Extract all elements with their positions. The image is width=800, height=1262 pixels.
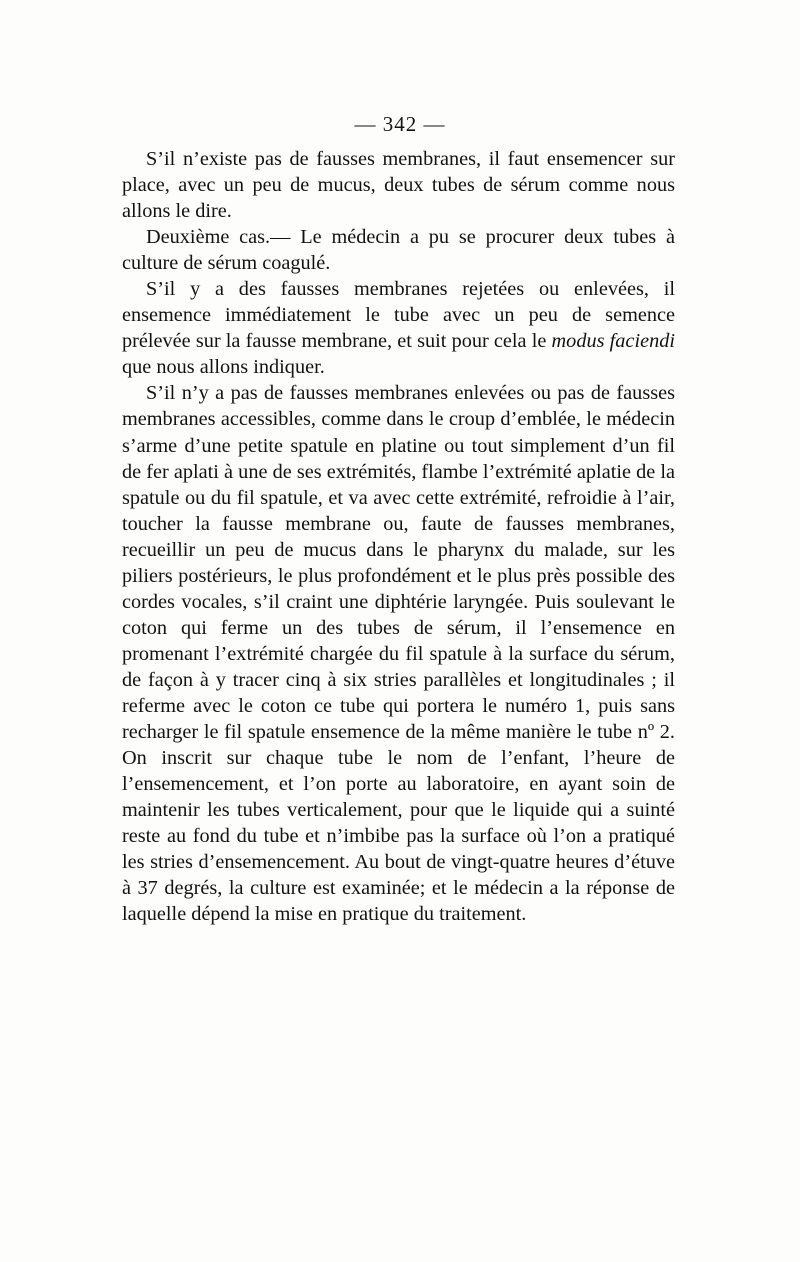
- paragraph-4: S’il n’y a pas de fausses membranes enlevées ou pas de fausses membranes accessibles, comme dans le croup d’emblée, le médecin s’arme d’une petite spatule en platine ou tout simplement d’un fil de fer aplati à une de ses extrémités, flambe l’extrémité aplatie de la spatule ou du fil spatule, et va avec cette extrémité, refroidie à l’air, toucher la fausse membrane ou, faute de fausses membranes, recueillir un peu de mucus dans le pharynx du malade, sur les piliers postérieurs, le plus profondément et le plus près possible des cordes vocales, s’il craint une diphtérie laryngée. Puis soulevant le coton qui ferme un des tubes de sérum, il l’ensemence en promenant l’extrémité chargée du fil spatule à la surface du sérum, de façon à y tracer cinq à six stries parallèles et longitudinales ; il referme avec le coton ce tube qui portera le numéro 1, puis sans recharger le fil spatule ensemence de la même manière le tube nº 2. On inscrit sur chaque tube le nom de l’enfant, l’heure de l’ensemencement, et l’on porte au laboratoire, en ayant soin de maintenir les tubes verticalement, pour que le liquide qui a suinté reste au fond du tube et n’imbibe pas la surface où l’on a pratiqué les stries d’ensemencement. Au bout de vingt-quatre heures d’étuve à 37 degrés, la culture est examinée; et le médecin a la réponse de laquelle dépend la mise en pratique du traitement.: [122, 382, 675, 926]
- paragraph-3-start: S’il y a des fausses membranes rejetées ou enlevées, il ensemence immédiatement le tube avec un peu de semence prélevée sur la fausse membrane, et suit pour cela le: [122, 278, 675, 353]
- paragraph-3: [122, 276, 675, 380]
- paragraph-3-end: que nous allons indiquer.: [122, 356, 325, 379]
- latin-phrase: modus faciendi: [551, 330, 675, 353]
- paragraph-2: Deuxième cas.— Le médecin a pu se procurer deux tubes à culture de sérum coagulé.: [122, 226, 675, 275]
- paragraph-1: S’il n’existe pas de fausses membranes, il faut ensemencer sur place, avec un peu de mucus, deux tubes de sérum comme nous allons le dire.: [122, 148, 675, 223]
- page-number: — 342 —: [354, 112, 446, 136]
- body-text: [122, 146, 675, 927]
